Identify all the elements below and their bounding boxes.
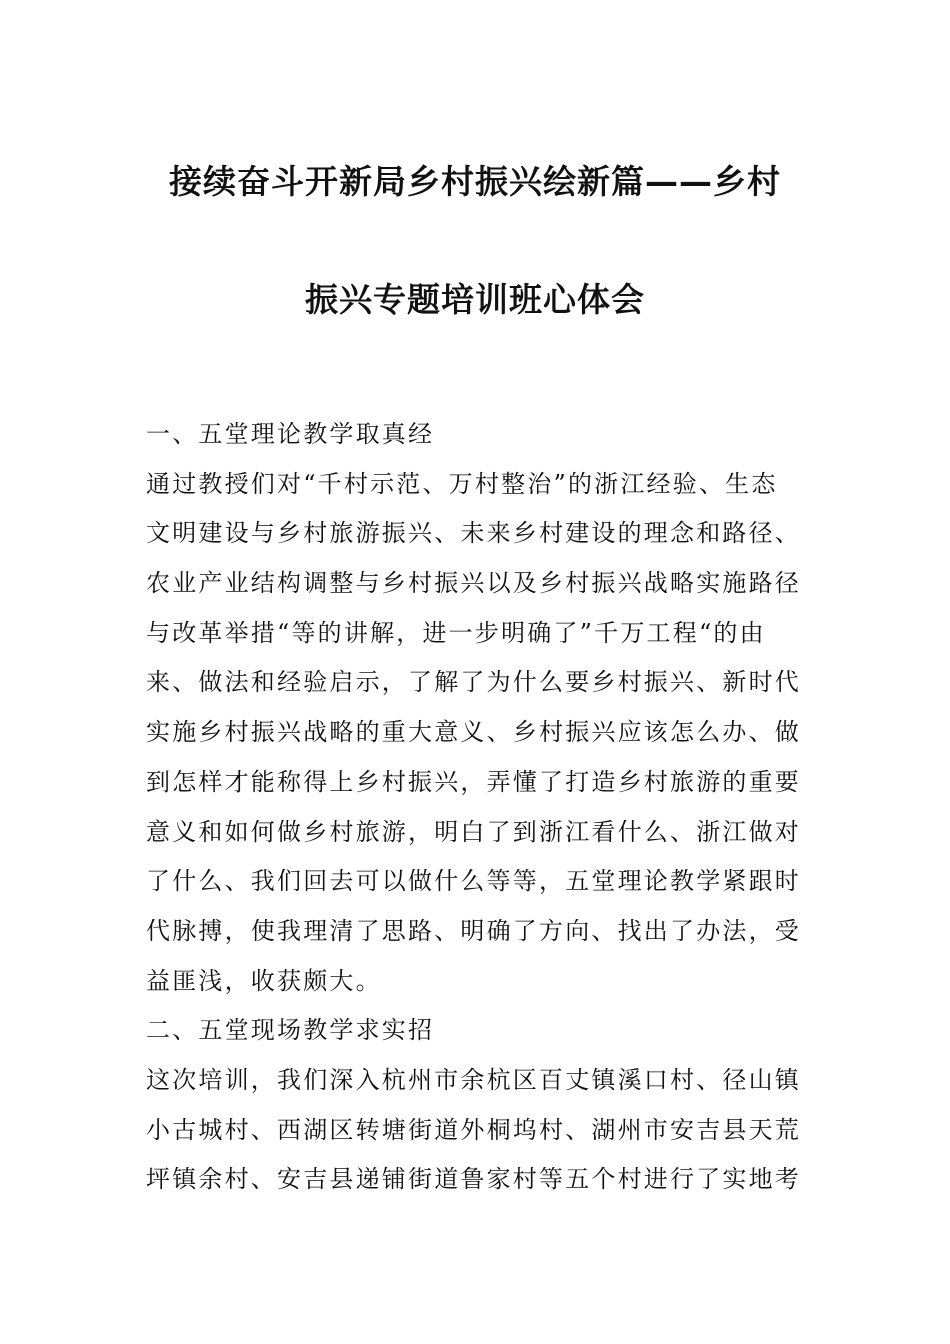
paragraph-line: 实施乡村振兴战略的重大意义、乡村振兴应该怎么办、做 [146, 718, 801, 747]
paragraph-line: 坪镇余村、安吉县递铺街道鲁家村等五个村进行了实地考 [146, 1165, 801, 1194]
paragraph-line: 文明建设与乡村旅游振兴、未来乡村建设的理念和路径、 [146, 519, 801, 548]
paragraph-line: 这次培训，我们深入杭州市余杭区百丈镇溪口村、径山镇 [146, 1065, 801, 1094]
paragraph-line: 小古城村、西湖区转塘街道外桐坞村、湖州市安吉县天荒 [146, 1115, 801, 1144]
paragraph-line: 代脉搏，使我理清了思路、明确了方向、找出了办法，受 [146, 916, 801, 945]
paragraph-line: 来、做法和经验启示，了解了为什么要乡村振兴、新时代 [146, 668, 801, 697]
paragraph-line: 农业产业结构调整与乡村振兴以及乡村振兴战略实施路径 [146, 569, 801, 598]
paragraph-line: 到怎样才能称得上乡村振兴，弄懂了打造乡村旅游的重要 [146, 767, 801, 796]
section-heading-1: 一、五堂理论教学取真经 [146, 420, 435, 448]
paragraph-line: 与改革举措“等的讲解，进一步明确了”千万工程“的由 [146, 618, 766, 647]
document-title-line-1: 接续奋斗开新局乡村振兴绘新篇——乡村 [169, 162, 781, 201]
paragraph-line: 了什么、我们回去可以做什么等等，五堂理论教学紧跟时 [146, 867, 801, 896]
paragraph-line: 益匪浅，收获颇大。 [146, 966, 382, 995]
paragraph-line: 意义和如何做乡村旅游，明白了到浙江看什么、浙江做对 [146, 817, 801, 846]
document-title-line-2: 振兴专题培训班心体会 [305, 280, 645, 319]
paragraph-line: 通过教授们对“千村示范、万村整治”的浙江经验、生态 [146, 469, 778, 498]
document-body [146, 410, 806, 1205]
section-heading-2: 二、五堂现场教学求实招 [146, 1016, 435, 1045]
